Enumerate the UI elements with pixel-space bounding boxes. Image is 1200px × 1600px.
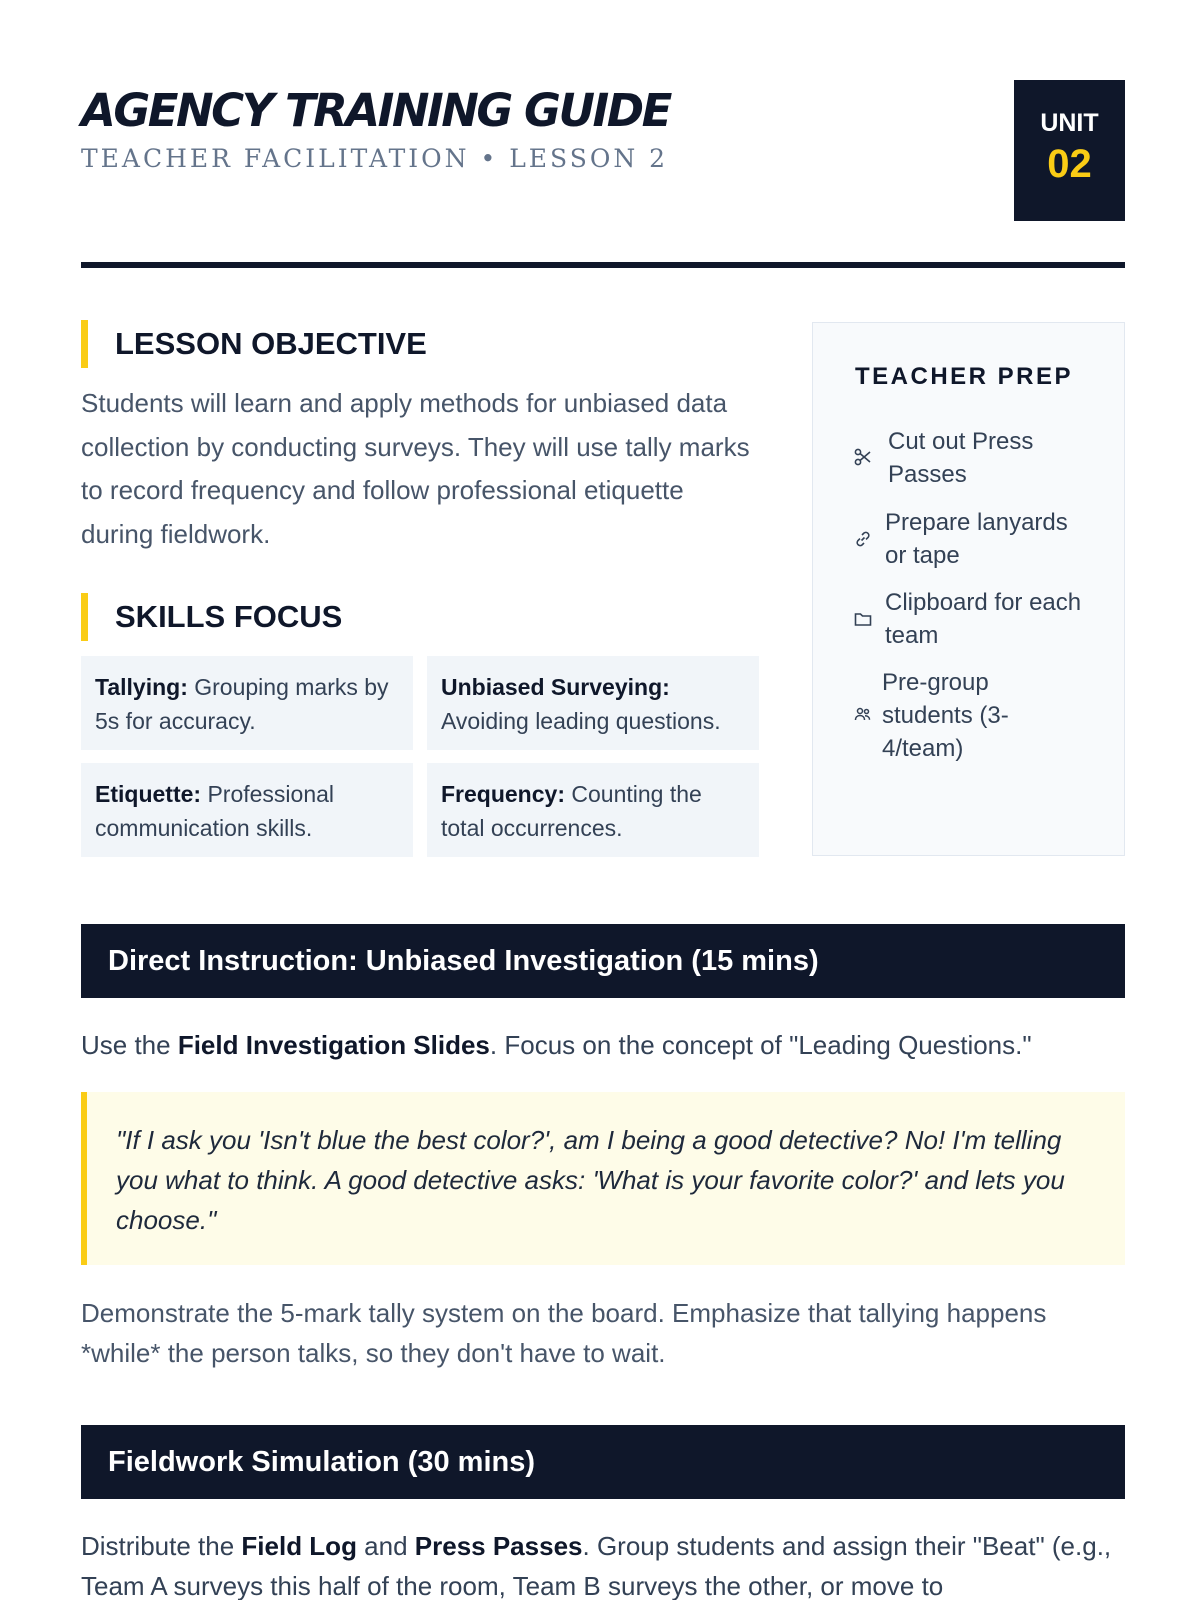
- intro-text: Use the: [81, 1030, 178, 1060]
- header-divider: [81, 262, 1125, 268]
- fieldwork-text-part: Distribute the: [81, 1531, 242, 1561]
- lesson-page: [81, 0, 1125, 1600]
- unit-badge: [1014, 80, 1125, 221]
- fieldwork-header: Fieldwork Simulation (30 mins): [81, 1425, 1125, 1499]
- teacher-prep-panel: [812, 322, 1125, 856]
- direct-instruction-intro: [81, 1025, 1125, 1065]
- skill-card-unbiased-surveying: [427, 656, 759, 750]
- intro-text: . Focus on the concept of "Leading Questions.": [489, 1030, 1032, 1060]
- objective-heading: LESSON OBJECTIVE: [81, 320, 427, 368]
- prep-item-text: Prepare lanyards or tape: [885, 509, 1068, 569]
- folder-icon: [853, 609, 873, 629]
- scissors-icon: [853, 447, 873, 467]
- fieldwork-text-part: and: [356, 1531, 415, 1561]
- tally-demo-note: Demonstrate the 5-mark tally system on the board. Emphasize that tallying happens *while* the person talks, so they don't have to wait.: [81, 1298, 1047, 1368]
- skill-term: Etiquette:: [95, 781, 202, 807]
- skill-term: Unbiased Surveying:: [441, 674, 670, 700]
- link-icon: [853, 529, 873, 549]
- unit-label: UNIT: [1040, 109, 1099, 137]
- fieldwork-text-part: . Group students and assign their "Beat" (e.g., Team A surveys this half of the room, Team B surveys the other, or move to: [81, 1531, 1112, 1600]
- direct-instruction-header: Direct Instruction: Unbiased Investigation (15 mins): [81, 924, 1125, 998]
- skill-desc: Counting the total occurrences.: [441, 781, 702, 841]
- skill-desc: Grouping marks by 5s for accuracy.: [95, 674, 389, 734]
- fieldwork-text: [81, 1526, 1125, 1600]
- skill-desc: Professional communication skills.: [95, 781, 335, 841]
- prep-item-text: Cut out Press Passes: [888, 428, 1034, 488]
- page-subtitle: TEACHER FACILITATION • LESSON 2: [81, 144, 669, 173]
- skill-card-frequency: [427, 763, 759, 857]
- users-icon: [853, 704, 873, 724]
- skill-term: Tallying:: [95, 674, 188, 700]
- prep-title: TEACHER PREP: [855, 363, 1074, 390]
- press-passes-reference: Press Passes: [414, 1531, 583, 1561]
- skill-term: Frequency:: [441, 781, 565, 807]
- skill-card-etiquette: [81, 763, 413, 857]
- page-title: AGENCY TRAINING GUIDE: [81, 84, 670, 137]
- unit-number: 02: [1047, 142, 1092, 186]
- page-header: [81, 80, 1125, 230]
- skill-card-tallying: [81, 656, 413, 750]
- slides-reference: Field Investigation Slides: [177, 1030, 490, 1060]
- objective-text: Students will learn and apply methods for unbiased data collection by conducting surveys. They will use tally marks to record frequency and follow professional etiquette during fieldwork.: [81, 388, 750, 549]
- skills-heading: SKILLS FOCUS: [81, 593, 342, 641]
- teacher-script-quote: "If I ask you 'Isn't blue the best color?', am I being a good detective? No! I'm telling you what to think. A good detective asks: 'What is your favorite color?' and lets you choose.": [81, 1092, 1125, 1265]
- field-log-reference: Field Log: [241, 1531, 357, 1561]
- skill-desc: Avoiding leading questions.: [441, 708, 721, 734]
- prep-item-text: Pre-group students (3-4/team): [882, 669, 1009, 762]
- prep-item-text: Clipboard for each team: [885, 589, 1082, 649]
